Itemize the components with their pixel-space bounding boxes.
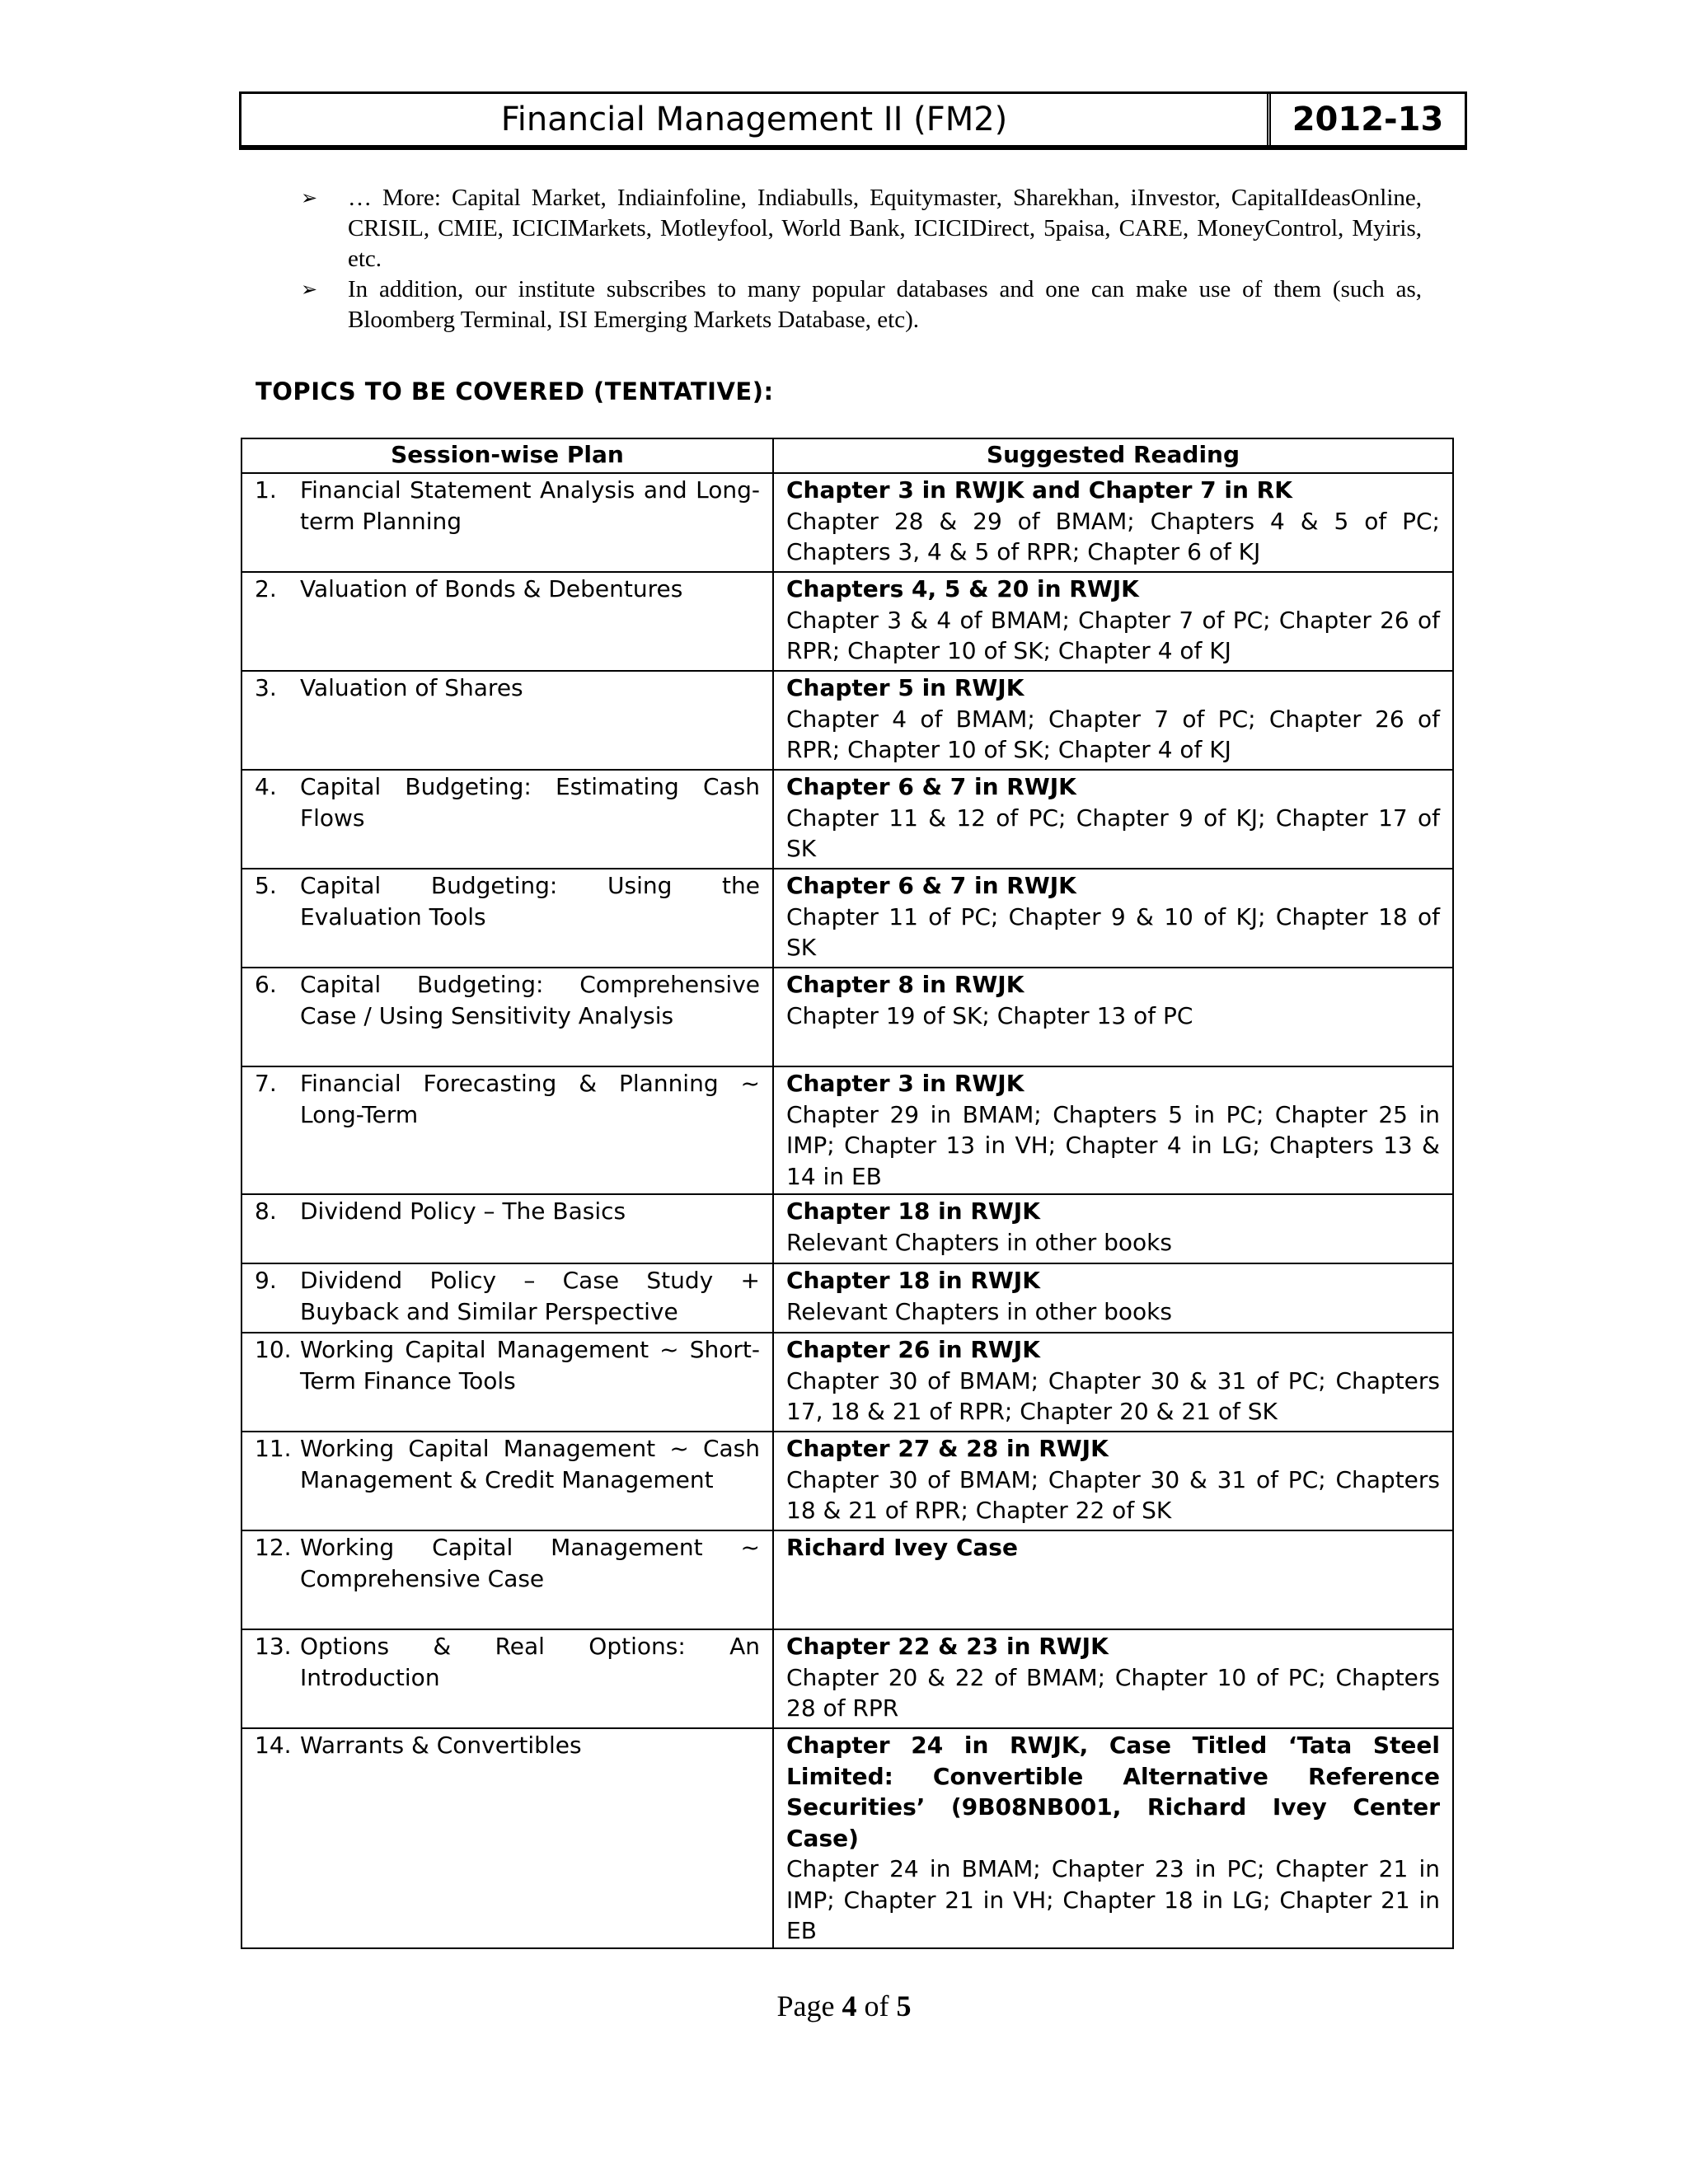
session-cell (241, 671, 773, 770)
table-row (241, 1194, 1453, 1263)
session-cell (241, 473, 773, 572)
arrow-bullet-icon: ➢ (301, 186, 318, 209)
reading-cell (773, 473, 1453, 572)
session-entry (255, 1068, 760, 1130)
session-title: Financial Forecasting & Planning ~ Long-Term (300, 1070, 760, 1128)
reading-cell (773, 1530, 1453, 1629)
table-row (241, 572, 1453, 671)
reading-cell (773, 1629, 1453, 1728)
table-row (241, 968, 1453, 1066)
reading-cell (773, 1333, 1453, 1432)
bullet-text: … More: Capital Market, Indiainfoline, Indiabulls, Equitymaster, Sharekhan, iInvestor, CapitalIdeasOnline, CRISIL, CMIE, ICICIMarkets, Motleyfool, World Bank, ICICIDirect, 5paisa, CARE, MoneyControl, Myiris, etc. (348, 185, 1422, 272)
footer-prefix: Page (776, 1990, 842, 2022)
reading-cell (773, 1263, 1453, 1333)
page-footer (0, 1989, 1688, 2023)
additional-reading: Chapter 29 in BMAM; Chapters 5 in PC; Chapter 25 in IMP; Chapter 13 in VH; Chapter 4 in LG; Chapters 13 & 14 in EB (786, 1100, 1440, 1190)
session-number: 4. (255, 773, 277, 800)
session-number: 10. (255, 1336, 292, 1363)
table-row (241, 1263, 1453, 1333)
session-entry (255, 475, 760, 537)
reading-cell (773, 968, 1453, 1066)
session-entry (255, 1730, 760, 1761)
primary-reading: Chapter 27 & 28 in RWJK (786, 1435, 1109, 1462)
primary-reading: Chapter 6 & 7 in RWJK (786, 773, 1076, 800)
table-row (241, 1432, 1453, 1530)
primary-reading: Chapters 4, 5 & 20 in RWJK (786, 575, 1139, 602)
session-entry (255, 1433, 760, 1495)
additional-reading: Chapter 20 & 22 of BMAM; Chapter 10 of PC; Chapters 28 of RPR (786, 1663, 1440, 1722)
primary-reading: Chapter 26 in RWJK (786, 1336, 1040, 1363)
primary-reading: Chapter 5 in RWJK (786, 674, 1025, 701)
reading-cell (773, 572, 1453, 671)
section-heading: TOPICS TO BE COVERED (TENTATIVE): (256, 377, 774, 405)
bullet-text: In addition, our institute subscribes to many popular databases and one can make use of them (such as, Bloomberg Terminal, ISI Emerging Markets Database, etc). (348, 276, 1422, 333)
additional-reading: Chapter 19 of SK; Chapter 13 of PC (786, 1001, 1193, 1029)
session-cell (241, 869, 773, 968)
session-cell (241, 770, 773, 869)
session-entry (255, 771, 760, 833)
primary-reading: Chapter 18 in RWJK (786, 1267, 1040, 1294)
session-cell (241, 968, 773, 1066)
reading-cell (773, 770, 1453, 869)
course-title: Financial Management II (FM2) (241, 94, 1271, 145)
session-title: Valuation of Bonds & Debentures (300, 575, 683, 602)
session-number: 7. (255, 1070, 277, 1097)
session-title: Valuation of Shares (300, 674, 523, 701)
session-title: Working Capital Management ~ Cash Management & Credit Management (300, 1435, 760, 1493)
reading-cell (773, 1066, 1453, 1194)
reading-cell (773, 1194, 1453, 1263)
session-entry (255, 574, 760, 605)
session-number: 2. (255, 575, 277, 602)
total-page-count: 5 (896, 1990, 912, 2022)
session-cell (241, 1066, 773, 1194)
table-row (241, 1629, 1453, 1728)
table-row (241, 1066, 1453, 1194)
reading-cell (773, 869, 1453, 968)
session-number: 8. (255, 1197, 277, 1225)
arrow-bullet-icon: ➢ (301, 278, 318, 301)
column-header-reading: Suggested Reading (773, 438, 1453, 473)
session-cell (241, 1194, 773, 1263)
session-number: 6. (255, 971, 277, 998)
table-row (241, 1728, 1453, 1948)
additional-reading: Chapter 30 of BMAM; Chapter 30 & 31 of PC; Chapters 18 & 21 of RPR; Chapter 22 of SK (786, 1465, 1440, 1524)
session-cell (241, 1530, 773, 1629)
session-title: Capital Budgeting: Comprehensive Case / Using Sensitivity Analysis (300, 971, 760, 1029)
session-cell (241, 1432, 773, 1530)
session-title: Dividend Policy – Case Study + Buyback and Similar Perspective (300, 1267, 760, 1325)
additional-reading: Chapter 11 & 12 of PC; Chapter 9 of KJ; Chapter 17 of SK (786, 804, 1440, 862)
additional-reading: Chapter 28 & 29 of BMAM; Chapters 4 & 5 of PC; Chapters 3, 4 & 5 of RPR; Chapter 6 of KJ (786, 507, 1440, 565)
table-row (241, 1333, 1453, 1432)
session-cell (241, 1263, 773, 1333)
session-cell (241, 1629, 773, 1728)
session-title: Warrants & Convertibles (300, 1732, 582, 1759)
table-row (241, 869, 1453, 968)
session-number: 13. (255, 1633, 292, 1660)
academic-year: 2012-13 (1292, 101, 1444, 138)
session-entry (255, 969, 760, 1031)
footer-middle: of (856, 1990, 897, 2022)
additional-reading: Chapter 24 in BMAM; Chapter 23 in PC; Chapter 21 in IMP; Chapter 21 in VH; Chapter 18 in LG; Chapter 21 in EB (786, 1855, 1440, 1944)
session-number: 9. (255, 1267, 277, 1294)
primary-reading: Chapter 3 in RWJK (786, 1070, 1025, 1097)
session-number: 3. (255, 674, 277, 701)
table-row (241, 1530, 1453, 1629)
bullet-item (301, 274, 1422, 335)
session-entry (255, 673, 760, 704)
session-number: 5. (255, 872, 277, 899)
primary-reading: Chapter 18 in RWJK (786, 1197, 1040, 1225)
session-number: 1. (255, 476, 277, 504)
primary-reading: Chapter 8 in RWJK (786, 971, 1025, 998)
resource-bullet-list (301, 183, 1422, 335)
primary-reading: Chapter 3 in RWJK and Chapter 7 in RK (786, 476, 1292, 504)
additional-reading: Chapter 30 of BMAM; Chapter 30 & 31 of PC; Chapters 17, 18 & 21 of RPR; Chapter 20 & 21 of SK (786, 1366, 1440, 1425)
session-entry (255, 1532, 760, 1594)
session-title: Capital Budgeting: Using the Evaluation Tools (300, 872, 760, 930)
primary-reading: Chapter 6 & 7 in RWJK (786, 872, 1076, 899)
additional-reading: Chapter 3 & 4 of BMAM; Chapter 7 of PC; Chapter 26 of RPR; Chapter 10 of SK; Chapter 4 of KJ (786, 606, 1440, 664)
additional-reading: Chapter 4 of BMAM; Chapter 7 of PC; Chapter 26 of RPR; Chapter 10 of SK; Chapter 4 of KJ (786, 705, 1440, 763)
session-entry (255, 1265, 760, 1327)
column-header-session: Session-wise Plan (241, 438, 773, 473)
session-cell (241, 1728, 773, 1948)
current-page-number: 4 (842, 1990, 857, 2022)
reading-cell (773, 1728, 1453, 1948)
session-entry (255, 1631, 760, 1693)
session-entry (255, 870, 760, 932)
primary-reading: Chapter 24 in RWJK, Case Titled ‘Tata Steel Limited: Convertible Alternative Reference Securities’ (9B08NB001, Richard Ivey Center Case) (786, 1732, 1440, 1852)
reading-cell (773, 671, 1453, 770)
session-title: Financial Statement Analysis and Long-term Planning (300, 476, 760, 535)
reading-cell (773, 1432, 1453, 1530)
session-entry (255, 1196, 760, 1227)
table-body (241, 473, 1453, 1948)
bullet-item (301, 183, 1422, 274)
table-row (241, 671, 1453, 770)
table-header-row (241, 438, 1453, 473)
session-title: Capital Budgeting: Estimating Cash Flows (300, 773, 760, 832)
session-cell (241, 1333, 773, 1432)
additional-reading: Chapter 11 of PC; Chapter 9 & 10 of KJ; Chapter 18 of SK (786, 902, 1440, 961)
primary-reading: Richard Ivey Case (786, 1534, 1018, 1561)
session-number: 11. (255, 1435, 292, 1462)
table-row (241, 473, 1453, 572)
session-title: Options & Real Options: An Introduction (300, 1633, 760, 1691)
session-entry (255, 1334, 760, 1396)
primary-reading: Chapter 22 & 23 in RWJK (786, 1633, 1109, 1660)
session-number: 12. (255, 1534, 292, 1561)
additional-reading: Relevant Chapters in other books (786, 1297, 1172, 1325)
additional-reading: Relevant Chapters in other books (786, 1228, 1172, 1256)
session-title: Dividend Policy – The Basics (300, 1197, 626, 1225)
topics-table (241, 438, 1454, 1949)
page-header (239, 91, 1467, 148)
session-title: Working Capital Management ~ Comprehensive Case (300, 1534, 760, 1592)
session-title: Working Capital Management ~ Short-Term Finance Tools (300, 1336, 760, 1394)
session-number: 14. (255, 1732, 292, 1759)
session-cell (241, 572, 773, 671)
table-row (241, 770, 1453, 869)
